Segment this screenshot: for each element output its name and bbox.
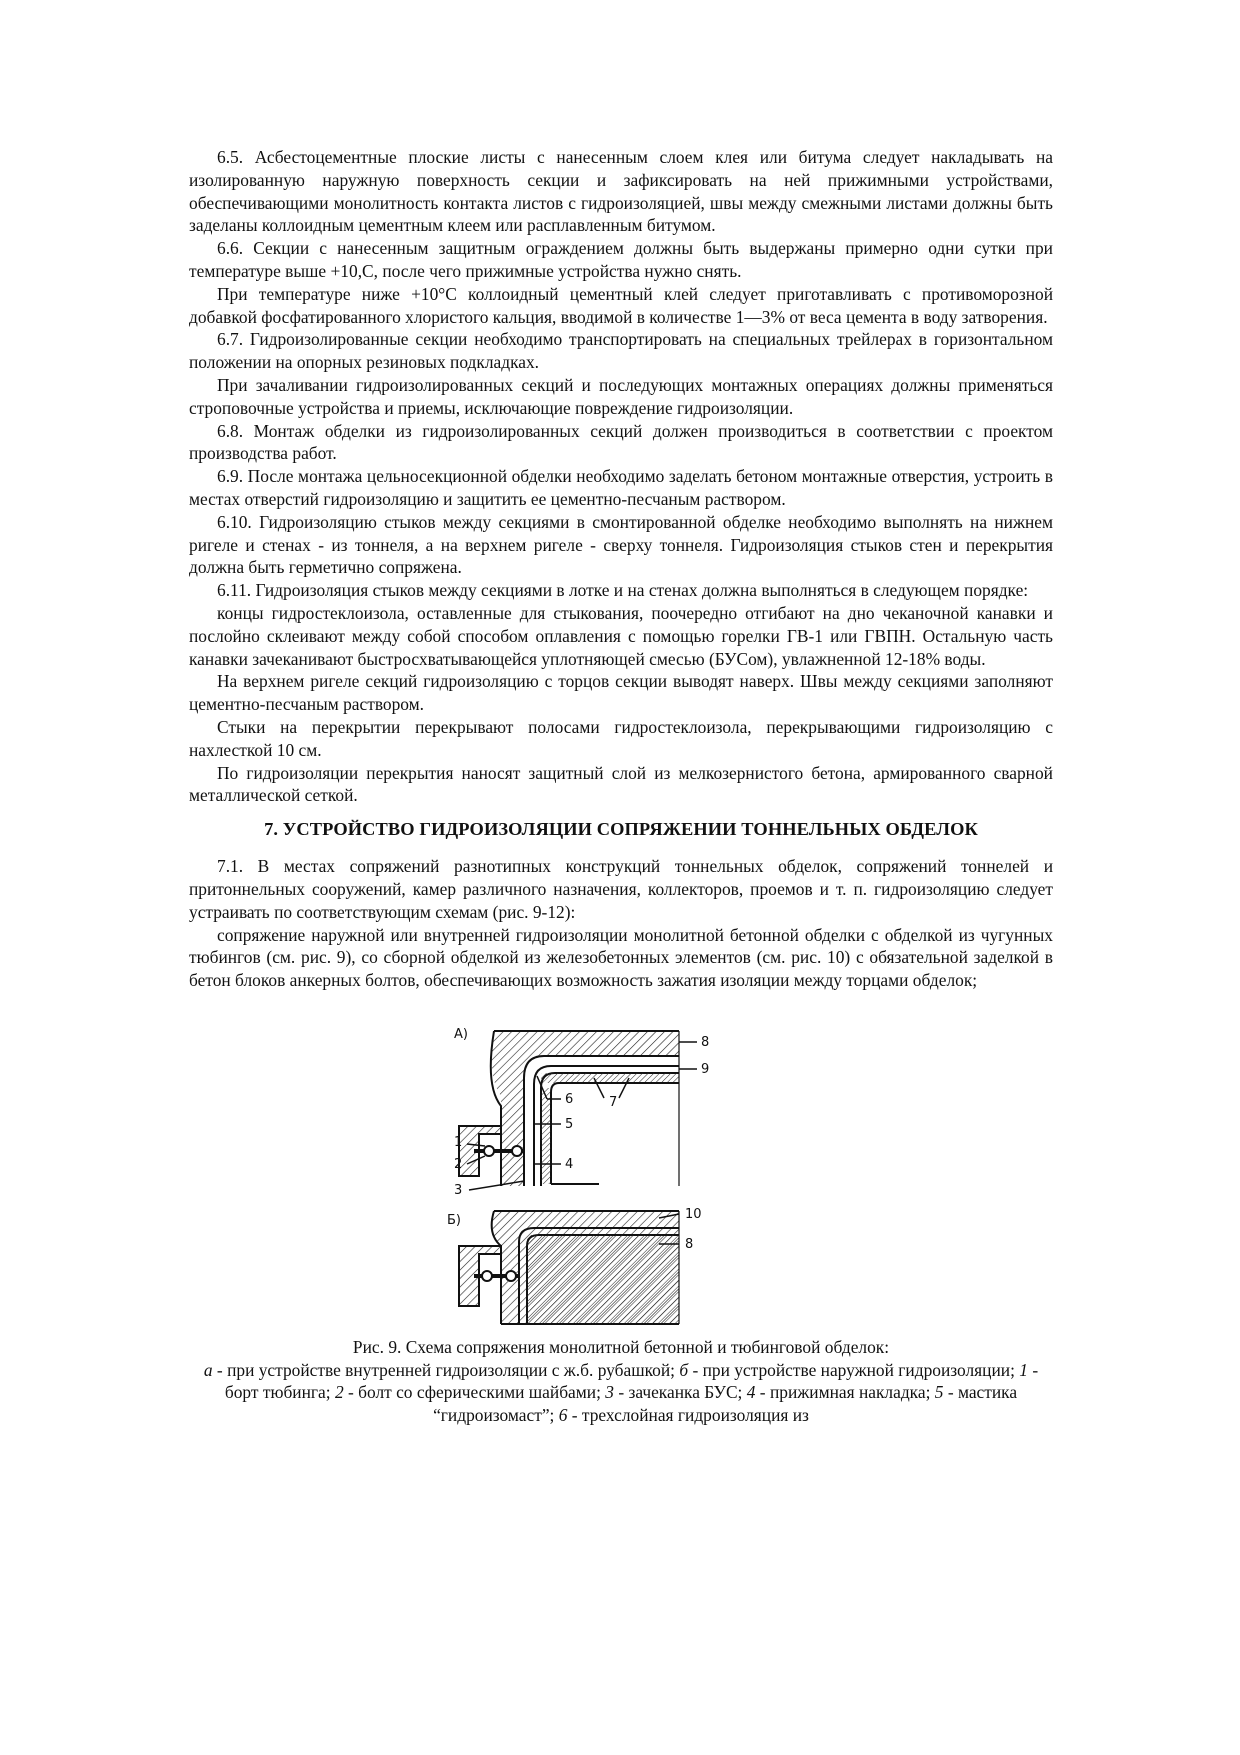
paragraphs-before bbox=[189, 146, 1053, 807]
caption-key: 3 bbox=[605, 1382, 614, 1403]
callout-a-5: 5 bbox=[565, 1116, 574, 1132]
callout-a-1: 1 bbox=[454, 1134, 463, 1150]
paragraph: 6.10. Гидроизоляцию стыков между секциями в смонтированной обделке необходимо выполнять на нижнем ригеле и стенах - из тоннеля, а на верхнем ригеле - сверху тоннеля. Гидроизоляция стыков стен и перекрытия должна быть герметично сопряжена. bbox=[189, 511, 1053, 578]
label-a: А) bbox=[454, 1026, 468, 1042]
paragraph: 6.9. После монтажа цельносекционной обделки необходимо заделать бетоном монтажные отверстия, устроить в местах отверстий гидроизоляцию и защитить ее цементно-песчаным раствором. bbox=[189, 466, 1053, 509]
caption-text: - прижимная накладка; bbox=[755, 1382, 935, 1403]
caption-text: - мастика “гидроизомаст”; bbox=[433, 1382, 1018, 1426]
paragraphs-after bbox=[189, 855, 1053, 992]
paragraph: При зачаливании гидроизолированных секций и последующих монтажных операциях должны применяться строповочные устройства и приемы, исключающие повреждение гидроизоляции. bbox=[189, 374, 1053, 418]
paragraph: По гидроизоляции перекрытия наносят защитный слой из мелкозернистого бетона, армированного сварной металлической сеткой. bbox=[189, 762, 1053, 806]
callout-a-4: 4 bbox=[565, 1156, 574, 1172]
caption-text: - болт со сферическими шайбами; bbox=[343, 1382, 606, 1403]
caption-key: 4 bbox=[746, 1382, 756, 1403]
callout-b-8: 8 bbox=[685, 1236, 694, 1252]
paragraph: 6.6. Секции с нанесенным защитным ограждением должны быть выдержаны примерно одни сутки при температуре выше +10,С, после чего прижимные устройства нужно снять. bbox=[189, 238, 1053, 281]
paragraph: концы гидростеклоизола, оставленные для стыкования, поочередно отгибают на дно чеканочной канавки и послойно склеивают между собой способом оплавления с помощью горелки ГВ-1 или ГВПН. Остальную часть канавки зачеканивают быстросхватывающейся уплотняющей смесью (БУСом), увлажненной 12-18% воды. bbox=[189, 602, 1053, 669]
caption-key: 5 bbox=[934, 1382, 944, 1403]
callout-a-3: 3 bbox=[454, 1182, 463, 1198]
figure-9-drawing bbox=[189, 1006, 1053, 1336]
callout-b-10: 10 bbox=[685, 1206, 702, 1222]
paragraph: На верхнем ригеле секций гидроизоляцию с торцов секции выводят наверх. Швы между секциями заполняют цементно-песчаным раствором. bbox=[189, 671, 1053, 715]
caption-text: - трехслойная гидроизоляция из bbox=[567, 1405, 809, 1426]
callout-a-6: 6 bbox=[565, 1091, 574, 1107]
caption-text: - борт тюбинга; bbox=[224, 1359, 1039, 1403]
label-b: Б) bbox=[447, 1212, 461, 1228]
figure-9 bbox=[189, 1006, 1053, 1461]
caption-text: - зачеканка БУС; bbox=[613, 1382, 747, 1403]
caption-key: а bbox=[203, 1359, 213, 1380]
paragraph: 6.11. Гидроизоляция стыков между секциями в лотке и на стенах должна выполняться в следующем порядке: bbox=[217, 580, 1029, 601]
paragraph: 6.7. Гидроизолированные секции необходимо транспортировать на специальных трейлерах в горизонтальном положении на опорных резиновых подкладках. bbox=[189, 329, 1053, 373]
caption-key: 2 bbox=[334, 1382, 344, 1403]
caption-key: б bbox=[679, 1359, 689, 1380]
callout-a-7: 7 bbox=[609, 1094, 618, 1110]
callout-a-9: 9 bbox=[701, 1061, 710, 1077]
caption-body bbox=[189, 1359, 1053, 1427]
document-page bbox=[189, 146, 1053, 1461]
figure-caption bbox=[189, 1336, 1053, 1427]
paragraph: Стыки на перекрытии перекрывают полосами гидростеклоизола, перекрывающими гидроизоляцию с нахлесткой 10 см. bbox=[189, 716, 1053, 760]
caption-key: 6 bbox=[558, 1405, 568, 1426]
section-heading: 7. УСТРОЙСТВО ГИДРОИЗОЛЯЦИИ СОПРЯЖЕНИИ ТОННЕЛЬНЫХ ОБДЕЛОК bbox=[264, 819, 978, 840]
drawing-b bbox=[447, 1207, 702, 1324]
caption-key: 1 bbox=[1019, 1359, 1028, 1380]
drawing-a bbox=[454, 1027, 709, 1198]
paragraph: 6.5. Асбестоцементные плоские листы с нанесенным слоем клея или битума следует накладывать на изолированную наружную поверхность секции и зафиксировать на ней прижимными устройствами, обеспечивающими монолитность контакта листов с гидроизоляцией, швы между смежными листами должны быть заделаны коллоидным цементным клеем или расплавленным битумом. bbox=[189, 147, 1053, 236]
paragraph: 6.8. Монтаж обделки из гидроизолированных секций должен производиться в соответствии с проектом производства работ. bbox=[189, 420, 1053, 464]
paragraph: сопряжение наружной или внутренней гидроизоляции монолитной бетонной обделки с обделкой из чугунных тюбингов (см. рис. 9), со сборной обделкой из железобетонных элементов (см. рис. 10) с обязательной заделкой в бетон блоков анкерных болтов, обеспечивающих возможность зажатия изоляции между торцами обделок; bbox=[189, 924, 1053, 991]
caption-text: - при устройстве наружной гидроизоляции; bbox=[688, 1359, 1020, 1380]
callout-a-8: 8 bbox=[701, 1034, 710, 1050]
paragraph: При температуре ниже +10°С коллоидный цементный клей следует приготавливать с противоморозной добавкой фосфатированного хлористого кальция, вводимой в количестве 1—3% от веса цемента в воду затворения. bbox=[189, 283, 1053, 327]
caption-text: - при устройстве внутренней гидроизоляции с ж.б. рубашкой; bbox=[212, 1359, 680, 1380]
caption-title: Рис. 9. Схема сопряжения монолитной бетонной и тюбинговой обделок: bbox=[352, 1336, 890, 1357]
callout-a-2: 2 bbox=[454, 1156, 463, 1172]
paragraph: 7.1. В местах сопряжений разнотипных конструкций тоннельных обделок, сопряжений тоннелей и притоннельных сооружений, камер различного назначения, коллекторов, проемов и т. п. гидроизоляцию следует устраивать по соответствующим схемам (рис. 9-12): bbox=[189, 856, 1053, 922]
